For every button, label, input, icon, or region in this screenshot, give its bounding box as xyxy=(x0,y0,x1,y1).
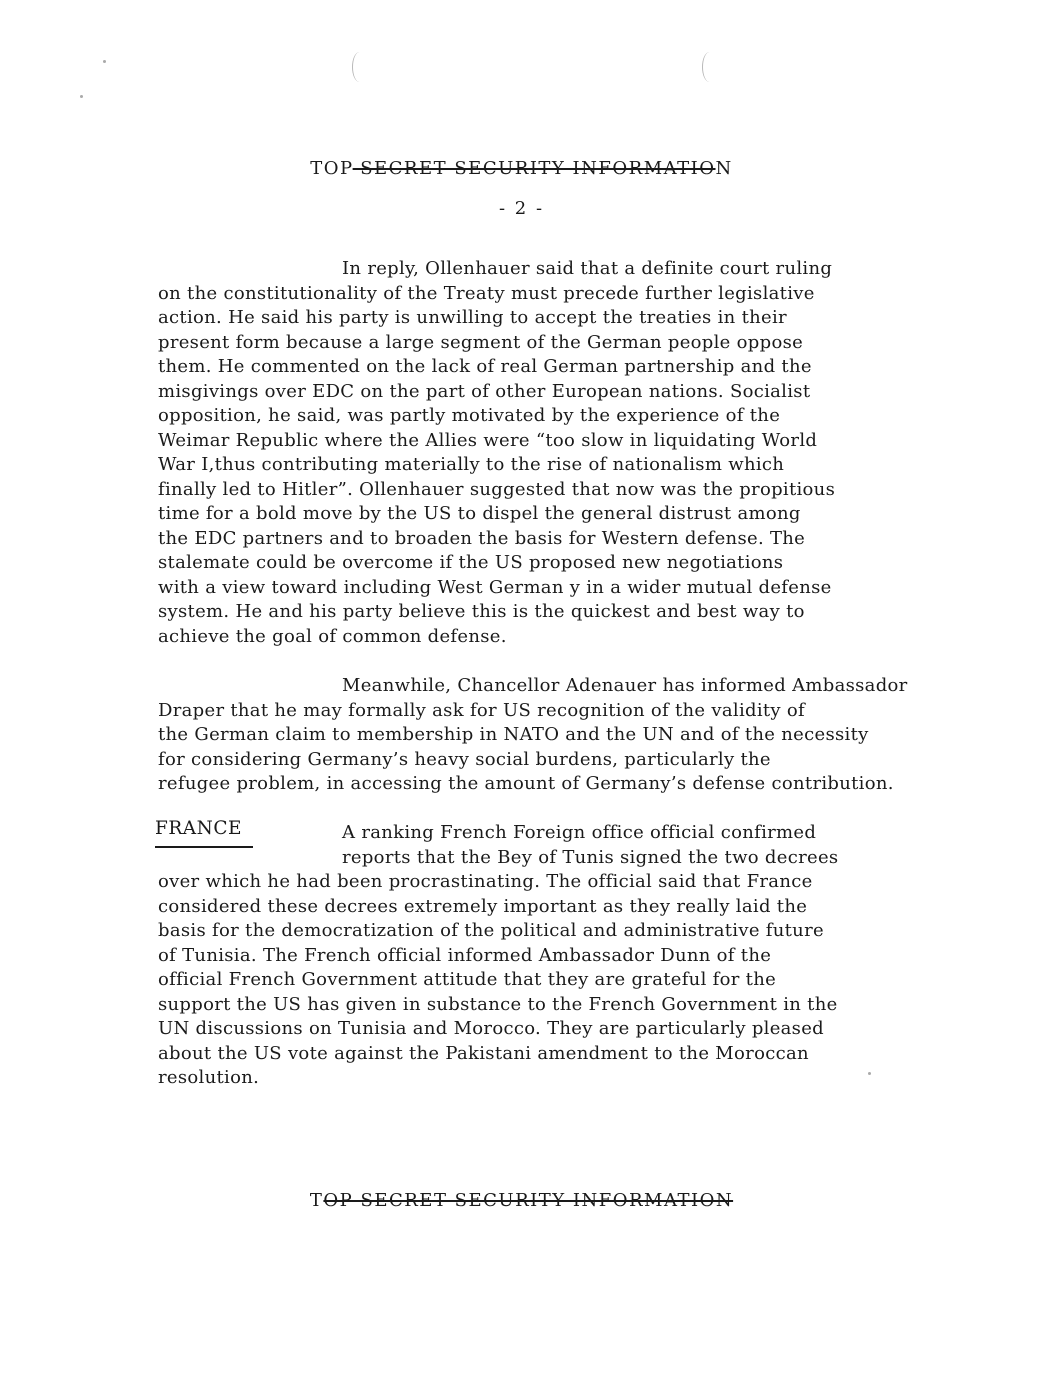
section-label-france: FRANCE xyxy=(155,818,242,839)
text-line: over which he had been procrastinating. The official said that France xyxy=(158,871,813,892)
text-line: refugee problem, in accessing the amount of Germany’s defense contribution. xyxy=(158,773,894,794)
text-line: misgivings over EDC on the part of other European nations. Socialist xyxy=(158,380,811,402)
text-line: Draper that he may formally ask for US recognition of the validity of xyxy=(158,699,806,721)
punch-hole-right xyxy=(702,52,717,82)
paper-speck xyxy=(80,95,83,98)
text-line: on the constitutionality of the Treaty must precede further legislative xyxy=(158,282,815,304)
text-line: with a view toward including West German y in a wider mutual defense xyxy=(158,576,832,598)
text-line: the German claim to membership in NATO and the UN and of the necessity xyxy=(158,724,869,745)
text-line: present form because a large segment of the German people oppose xyxy=(158,331,804,353)
text-line: action. He said his party is unwilling to accept the treaties in their xyxy=(158,307,787,328)
text-line: for considering Germany’s heavy social burdens, particularly the xyxy=(158,748,771,770)
text-line: UN discussions on Tunisia and Morocco. They are particularly pleased xyxy=(158,1018,824,1039)
text-line: finally led to Hitler”. Ollenhauer suggested that now was the propitious xyxy=(158,478,836,500)
classification-header xyxy=(0,158,1043,179)
classification-prefix: TOP xyxy=(310,158,353,179)
paper-speck xyxy=(103,60,106,63)
text-line: stalemate could be overcome if the US proposed new negotiations xyxy=(158,552,784,573)
text-line: them. He commented on the lack of real German partnership and the xyxy=(158,356,812,377)
text-line: Meanwhile, Chancellor Adenauer has informed Ambassador xyxy=(342,675,908,696)
text-line: system. He and his party believe this is the quickest and best way to xyxy=(158,601,805,622)
text-line: official French Government attitude that they are grateful for the xyxy=(158,969,777,990)
classification-struck-text: OP SECRET SECURITY INFORMATION xyxy=(323,1190,734,1211)
text-line: achieve the goal of common defense. xyxy=(158,625,507,647)
text-line: Weimar Republic where the Allies were “too slow in liquidating World xyxy=(158,429,818,451)
text-line: War I,thus contributing materially to the rise of nationalism which xyxy=(158,454,785,475)
text-line: In reply, Ollenhauer said that a definite court ruling xyxy=(342,258,833,279)
text-line: A ranking French Foreign office official confirmed xyxy=(342,822,817,843)
text-line: about the US vote against the Pakistani amendment to the Moroccan xyxy=(158,1042,809,1064)
text-line: of Tunisia. The French official informed Ambassador Dunn of the xyxy=(158,944,772,966)
classification-struck-text: -SECRET SECURITY INFORMATIO xyxy=(352,158,716,179)
page-number: - 2 - xyxy=(498,198,545,219)
text-line: time for a bold move by the US to dispel the general distrust among xyxy=(158,503,801,524)
france-paragraph xyxy=(158,821,988,1091)
classification-footer xyxy=(0,1190,1043,1211)
classification-suffix: N xyxy=(715,158,733,179)
text-line: considered these decrees extremely important as they really laid the xyxy=(158,895,808,917)
germany-paragraph-1 xyxy=(158,257,988,649)
text-line: the EDC partners and to broaden the basis for Western defense. The xyxy=(158,527,806,549)
text-line: reports that the Bey of Tunis signed the two decrees xyxy=(342,846,839,868)
text-line: support the US has given in substance to the French Government in the xyxy=(158,993,838,1015)
germany-paragraph-2 xyxy=(158,674,988,797)
text-line: opposition, he said, was partly motivated by the experience of the xyxy=(158,405,781,426)
text-line: resolution. xyxy=(158,1067,260,1088)
classification-prefix: T xyxy=(309,1190,324,1211)
text-line: basis for the democratization of the political and administrative future xyxy=(158,920,824,941)
punch-hole-left xyxy=(352,52,367,82)
